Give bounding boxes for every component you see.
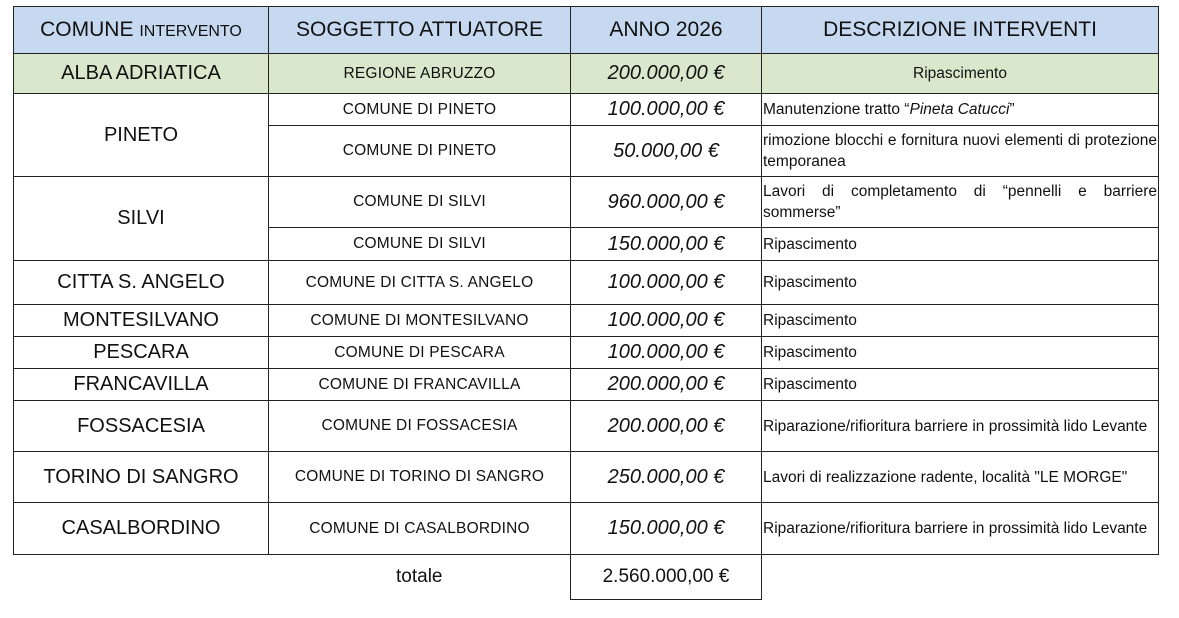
total-label: totale	[396, 566, 443, 588]
descrizione-cell: Manutenzione tratto “Pineta Catucci”	[762, 94, 1159, 126]
importo-cell: 50.000,00 €	[571, 126, 762, 177]
soggetto-cell: COMUNE DI PINETO	[269, 126, 571, 177]
descrizione-cell: Ripascimento	[762, 228, 1159, 261]
header-row	[14, 7, 1159, 54]
descrizione-cell: Riparazione/rifioritura barriere in prossimità lido Levante	[762, 401, 1159, 452]
descrizione-cell: rimozione blocchi e fornitura nuovi elementi di protezione temporanea	[762, 126, 1159, 177]
soggetto-cell: COMUNE DI FRANCAVILLA	[269, 369, 571, 401]
table-row	[14, 337, 1159, 369]
comune-cell: PESCARA	[14, 337, 269, 369]
importo-cell: 100.000,00 €	[571, 305, 762, 337]
soggetto-cell: COMUNE DI SILVI	[269, 177, 571, 228]
header-comune: COMUNE INTERVENTO	[14, 7, 269, 54]
descrizione-cell: Lavori di completamento di “pennelli e barriere sommerse”	[762, 177, 1159, 228]
importo-cell: 100.000,00 €	[571, 261, 762, 305]
comune-cell: TORINO DI SANGRO	[14, 452, 269, 503]
table-row	[14, 94, 1159, 126]
soggetto-cell: COMUNE DI MONTESILVANO	[269, 305, 571, 337]
header-soggetto: SOGGETTO ATTUATORE	[269, 7, 571, 54]
comune-cell: MONTESILVANO	[14, 305, 269, 337]
importo-cell: 200.000,00 €	[571, 401, 762, 452]
descrizione-cell: Ripascimento	[762, 54, 1159, 94]
comune-cell: SILVI	[14, 177, 269, 261]
descrizione-cell: Ripascimento	[762, 305, 1159, 337]
importo-cell: 100.000,00 €	[571, 94, 762, 126]
table-row	[14, 401, 1159, 452]
empty-cell	[14, 555, 269, 600]
importo-cell: 250.000,00 €	[571, 452, 762, 503]
table-row	[14, 54, 1159, 94]
table-row	[14, 177, 1159, 228]
table-row	[14, 261, 1159, 305]
table-row	[14, 452, 1159, 503]
soggetto-cell: COMUNE DI FOSSACESIA	[269, 401, 571, 452]
descrizione-cell: Lavori di realizzazione radente, località "LE MORGE"	[762, 452, 1159, 503]
importo-cell: 960.000,00 €	[571, 177, 762, 228]
comune-cell: FRANCAVILLA	[14, 369, 269, 401]
importo-cell: 150.000,00 €	[571, 503, 762, 555]
descrizione-cell: Ripascimento	[762, 261, 1159, 305]
soggetto-cell: COMUNE DI CASALBORDINO	[269, 503, 571, 555]
descrizione-cell: Ripascimento	[762, 337, 1159, 369]
comune-cell: CASALBORDINO	[14, 503, 269, 555]
comune-cell: ALBA ADRIATICA	[14, 54, 269, 94]
soggetto-cell: COMUNE DI PINETO	[269, 94, 571, 126]
empty-cell	[762, 555, 1159, 600]
total-row	[14, 555, 1159, 600]
comune-cell: PINETO	[14, 94, 269, 177]
importo-cell: 150.000,00 €	[571, 228, 762, 261]
soggetto-cell: COMUNE DI CITTA S. ANGELO	[269, 261, 571, 305]
soggetto-cell: COMUNE DI TORINO DI SANGRO	[269, 452, 571, 503]
importo-cell: 200.000,00 €	[571, 54, 762, 94]
header-anno: ANNO 2026	[571, 7, 762, 54]
soggetto-cell: REGIONE ABRUZZO	[269, 54, 571, 94]
importo-cell: 200.000,00 €	[571, 369, 762, 401]
comune-cell: CITTA S. ANGELO	[14, 261, 269, 305]
soggetto-cell: COMUNE DI SILVI	[269, 228, 571, 261]
header-descrizione: DESCRIZIONE INTERVENTI	[762, 7, 1159, 54]
table-row	[14, 305, 1159, 337]
soggetto-cell: COMUNE DI PESCARA	[269, 337, 571, 369]
table-row	[14, 369, 1159, 401]
descrizione-cell: Riparazione/rifioritura barriere in prossimità lido Levante	[762, 503, 1159, 555]
total-amount: 2.560.000,00 €	[571, 555, 762, 600]
table-row	[14, 503, 1159, 555]
descrizione-cell: Ripascimento	[762, 369, 1159, 401]
importo-cell: 100.000,00 €	[571, 337, 762, 369]
funding-table	[13, 6, 1159, 600]
comune-cell: FOSSACESIA	[14, 401, 269, 452]
